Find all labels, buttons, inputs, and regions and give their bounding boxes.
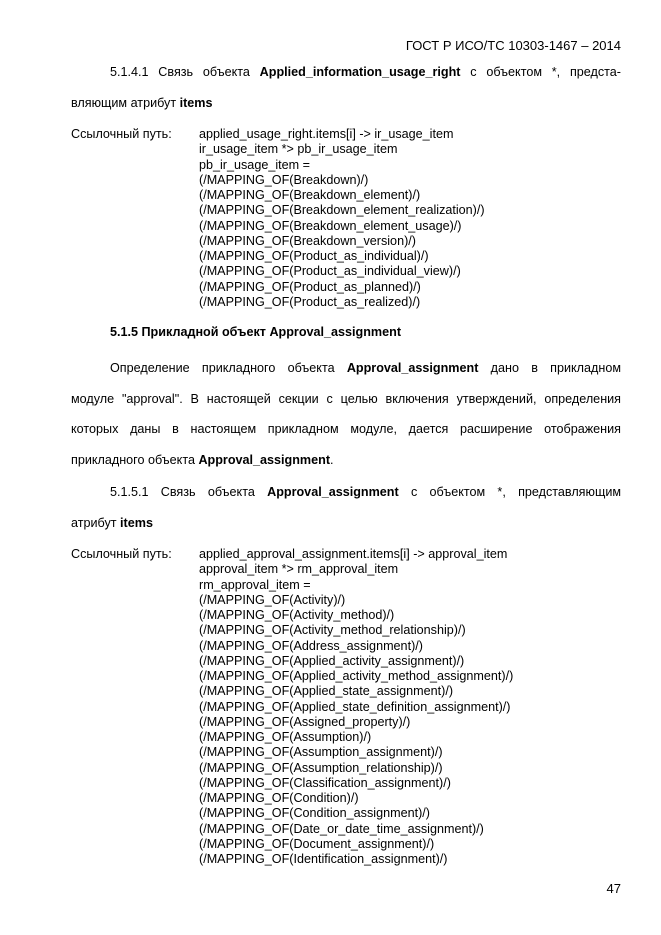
reference-path-line: (/MAPPING_OF(Product_as_realized)/): [199, 294, 421, 309]
paragraph-line: которых даны в настоящем прикладном модуле, дается расширение отображения: [71, 422, 621, 436]
reference-path-line: (/MAPPING_OF(Product_as_individual_view)/): [199, 264, 461, 279]
reference-path-line: rm_approval_item =: [199, 577, 311, 592]
reference-path-line: (/MAPPING_OF(Applied_state_assignment)/): [199, 684, 454, 699]
reference-path-list: [199, 127, 485, 310]
reference-path-line: (/MAPPING_OF(Assumption_relationship)/): [199, 760, 443, 775]
reference-path-line: (/MAPPING_OF(Breakdown_element_realization)/): [199, 203, 485, 218]
reference-path-line: (/MAPPING_OF(Breakdown)/): [199, 172, 369, 187]
reference-path-line: (/MAPPING_OF(Activity)/): [199, 592, 346, 607]
reference-path-line: (/MAPPING_OF(Date_or_date_time_assignment)/): [199, 821, 484, 836]
reference-path-label: Ссылочный путь:: [71, 547, 172, 561]
reference-path-line: (/MAPPING_OF(Breakdown_element_usage)/): [199, 218, 462, 233]
reference-path-label: Ссылочный путь:: [71, 127, 172, 141]
reference-path-line: pb_ir_usage_item =: [199, 157, 310, 172]
clause-text-line: атрибут items: [71, 515, 153, 530]
reference-path-line: (/MAPPING_OF(Assigned_property)/): [199, 714, 411, 729]
reference-path-line: (/MAPPING_OF(Condition)/): [199, 791, 359, 805]
reference-path-line: (/MAPPING_OF(Classification_assignment)/): [199, 775, 451, 790]
reference-path-line: (/MAPPING_OF(Document_assignment)/): [199, 836, 435, 851]
reference-path-line: (/MAPPING_OF(Breakdown_element)/): [199, 188, 421, 202]
section-heading: 5.1.5 Прикладной объект Approval_assignment: [110, 325, 402, 339]
reference-path-line: (/MAPPING_OF(Assumption)/): [199, 730, 372, 744]
clause-text-line: 5.1.4.1 Связь объекта Applied_information_usage_right с объектом *, предста-: [110, 65, 621, 79]
reference-path-line: (/MAPPING_OF(Activity_method)/): [199, 608, 395, 622]
clause-5-1-5-1: [71, 483, 621, 544]
paragraph-line: Определение прикладного объекта Approval_assignment дано в прикладном: [110, 361, 621, 375]
clause-text-line: вляющим атрибут items: [71, 95, 213, 110]
paragraph-line: модуле "approval". В настоящей секции с целью включения утверждений, определения: [71, 391, 621, 406]
reference-path-line: (/MAPPING_OF(Breakdown_version)/): [199, 233, 416, 248]
reference-path-line: (/MAPPING_OF(Applied_activity_method_assignment)/): [199, 669, 514, 683]
reference-path-line: applied_approval_assignment.items[i] -> approval_item: [199, 547, 508, 561]
reference-path-line: (/MAPPING_OF(Product_as_individual)/): [199, 249, 429, 263]
reference-path-line: (/MAPPING_OF(Identification_assignment)/): [199, 852, 448, 866]
reference-path-line: (/MAPPING_OF(Product_as_planned)/): [199, 279, 421, 294]
reference-path-line: (/MAPPING_OF(Activity_method_relationship)/): [199, 623, 466, 638]
reference-path-line: approval_item *> rm_approval_item: [199, 562, 399, 577]
document-header: ГОСТ Р ИСО/ТС 10303-1467 – 2014: [405, 38, 621, 53]
definition-paragraph: [71, 359, 621, 481]
reference-path-line: applied_usage_right.items[i] -> ir_usage_item: [199, 127, 454, 141]
reference-path-line: (/MAPPING_OF(Assumption_assignment)/): [199, 745, 443, 760]
clause-5-1-4-1: [71, 63, 621, 124]
clause-text-line: 5.1.5.1 Связь объекта Approval_assignment с объектом *, представляющим: [110, 485, 622, 499]
page-number: 47: [606, 881, 621, 896]
reference-path-line: (/MAPPING_OF(Applied_activity_assignment)/): [199, 653, 465, 668]
reference-path-line: (/MAPPING_OF(Condition_assignment)/): [199, 806, 430, 821]
reference-path-line: (/MAPPING_OF(Address_assignment)/): [199, 638, 423, 653]
paragraph-line: прикладного объекта Approval_assignment.: [71, 452, 334, 467]
reference-path-list: [199, 547, 513, 867]
reference-path-line: ir_usage_item *> pb_ir_usage_item: [199, 142, 398, 157]
reference-path-line: (/MAPPING_OF(Applied_state_definition_assignment)/): [199, 699, 511, 714]
